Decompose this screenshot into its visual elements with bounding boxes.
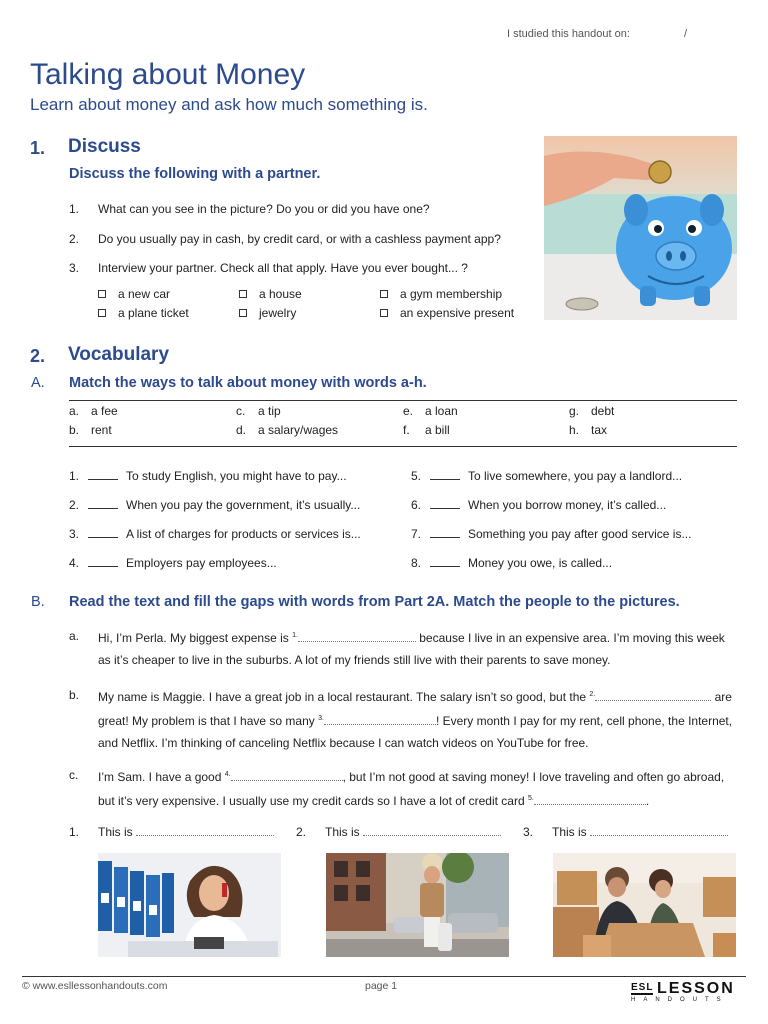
gap-blank[interactable] [298, 630, 416, 642]
photo-woman-traveling [326, 853, 509, 957]
vocab-word: f. a bill [403, 423, 450, 437]
vocab-word-bank [69, 404, 737, 437]
gap-blank[interactable] [136, 824, 274, 836]
answer-blank[interactable] [88, 499, 118, 509]
gap-blank[interactable] [534, 793, 646, 805]
photo-couple-moving [553, 853, 736, 957]
match-item: 2. When you pay the government, it’s usually... [69, 498, 361, 512]
question-number: 1. [69, 202, 80, 216]
footer-website: © www.esllessonhandouts.com [22, 980, 168, 992]
check-item[interactable] [239, 287, 380, 301]
answer-blank[interactable] [430, 470, 460, 480]
match-item: 8. Money you owe, is called... [411, 556, 613, 570]
photo-woman-paying-bills [98, 853, 281, 957]
check-label: a new car [118, 287, 171, 301]
match-item: 1. To study English, you might have to pay... [69, 469, 347, 483]
gap-blank[interactable] [590, 824, 728, 836]
question-number: 3. [69, 261, 80, 275]
question-text: Do you usually pay in cash, by credit card, or with a cashless payment app? [98, 232, 501, 246]
match-item: 3. A list of charges for products or services is... [69, 527, 361, 541]
check-item[interactable] [98, 287, 239, 301]
checkbox[interactable] [380, 290, 388, 298]
check-item[interactable] [239, 306, 380, 320]
check-label: a gym membership [400, 287, 503, 301]
question-number: 2. [69, 232, 80, 246]
match-item: 6. When you borrow money, it’s called... [411, 498, 667, 512]
check-item[interactable] [380, 287, 528, 301]
question-text: What can you see in the picture? Do you or did you have one? [98, 202, 430, 216]
studied-on-date-slash: / [684, 28, 688, 40]
studied-on-label: I studied this handout on: [507, 28, 630, 40]
vocab-word: c. a tip [236, 404, 281, 418]
this-is-item: 3. This is [523, 824, 728, 839]
page-subtitle: Learn about money and ask how much something is. [30, 95, 428, 114]
answer-blank[interactable] [430, 557, 460, 567]
vocab-word: d. a salary/wages [236, 423, 339, 437]
this-is-item: 1. This is [69, 824, 274, 839]
partB-letter: B. [31, 594, 45, 610]
checkbox[interactable] [239, 290, 247, 298]
section2-title: Vocabulary [68, 344, 170, 365]
section1-number: 1. [30, 138, 46, 158]
vocab-word: a. a fee [69, 404, 118, 418]
question-text: Interview your partner. Check all that apply. Have you ever bought... ? [98, 261, 468, 275]
page-title: Talking about Money [30, 58, 306, 91]
piggy-bank-photo [544, 136, 737, 320]
check-item[interactable] [98, 306, 239, 320]
checkbox[interactable] [98, 309, 106, 317]
gap-blank[interactable] [324, 713, 436, 725]
check-label: an expensive present [400, 306, 515, 320]
checkbox[interactable] [380, 309, 388, 317]
answer-blank[interactable] [88, 470, 118, 480]
checkbox[interactable] [98, 290, 106, 298]
footer-rule [22, 976, 746, 977]
reading-paragraph-b: b. My name is Maggie. I have a great job in a local restaurant. The salary isn’t so good, but the $^{2.}$ are great! My problem is that I have so many $^{3.}$ ! Every month I pay for my rent, cell phone, the Internet, and Netflix. I’m thinking of canceling Netflix because I can watch videos on YouTube for free. [69, 688, 733, 750]
section1-title: Discuss [68, 136, 141, 157]
partB-instruction: Read the text and fill the gaps with words from Part 2A. Match the people to the pictures. [69, 594, 680, 610]
answer-blank[interactable] [430, 499, 460, 509]
partA-instruction: Match the ways to talk about money with words a-h. [69, 375, 427, 391]
vocab-word: b. rent [69, 423, 112, 437]
gap-blank[interactable] [231, 769, 343, 781]
reading-paragraph-a: a. Hi, I’m Perla. My biggest expense is $^{1.}$ because I live in an expensive area. I’m moving this week as it’s cheaper to live in the suburbs. A lot of my friends still live with their parents to save money. [69, 629, 725, 667]
check-item[interactable] [380, 306, 528, 320]
vocab-word: g. debt [569, 404, 615, 418]
answer-blank[interactable] [430, 528, 460, 538]
vocab-word: h. tax [569, 423, 608, 437]
match-item: 4. Employers pay employees... [69, 556, 277, 570]
reading-paragraph-c: c. I’m Sam. I have a good $^{4.}$ , but I’m not good at saving money! I love traveling and often go abroad, but it’s very expensive. I usually use my credit cards so I have a lot of credit card $^{5.}$ . [69, 768, 725, 808]
esl-lesson-handouts-logo: ESL LESSON HANDOUTS [631, 980, 735, 1003]
section1-instruction: Discuss the following with a partner. [69, 166, 321, 182]
vocab-bottom-rule [69, 446, 737, 447]
partA-letter: A. [31, 375, 45, 391]
purchase-checklist [98, 287, 528, 320]
match-item: 7. Something you pay after good service is... [411, 527, 692, 541]
check-label: a plane ticket [118, 306, 189, 320]
match-item: 5. To live somewhere, you pay a landlord... [411, 469, 683, 483]
check-label: jewelry [259, 306, 297, 320]
vocab-top-rule [69, 400, 737, 401]
answer-blank[interactable] [88, 557, 118, 567]
this-is-item: 2. This is [296, 824, 501, 839]
gap-blank[interactable] [595, 689, 711, 701]
footer-page-number: page 1 [365, 980, 398, 992]
answer-blank[interactable] [88, 528, 118, 538]
section2-number: 2. [30, 346, 46, 366]
vocab-word: e. a loan [403, 404, 458, 418]
gap-blank[interactable] [363, 824, 501, 836]
check-label: a house [259, 287, 302, 301]
checkbox[interactable] [239, 309, 247, 317]
